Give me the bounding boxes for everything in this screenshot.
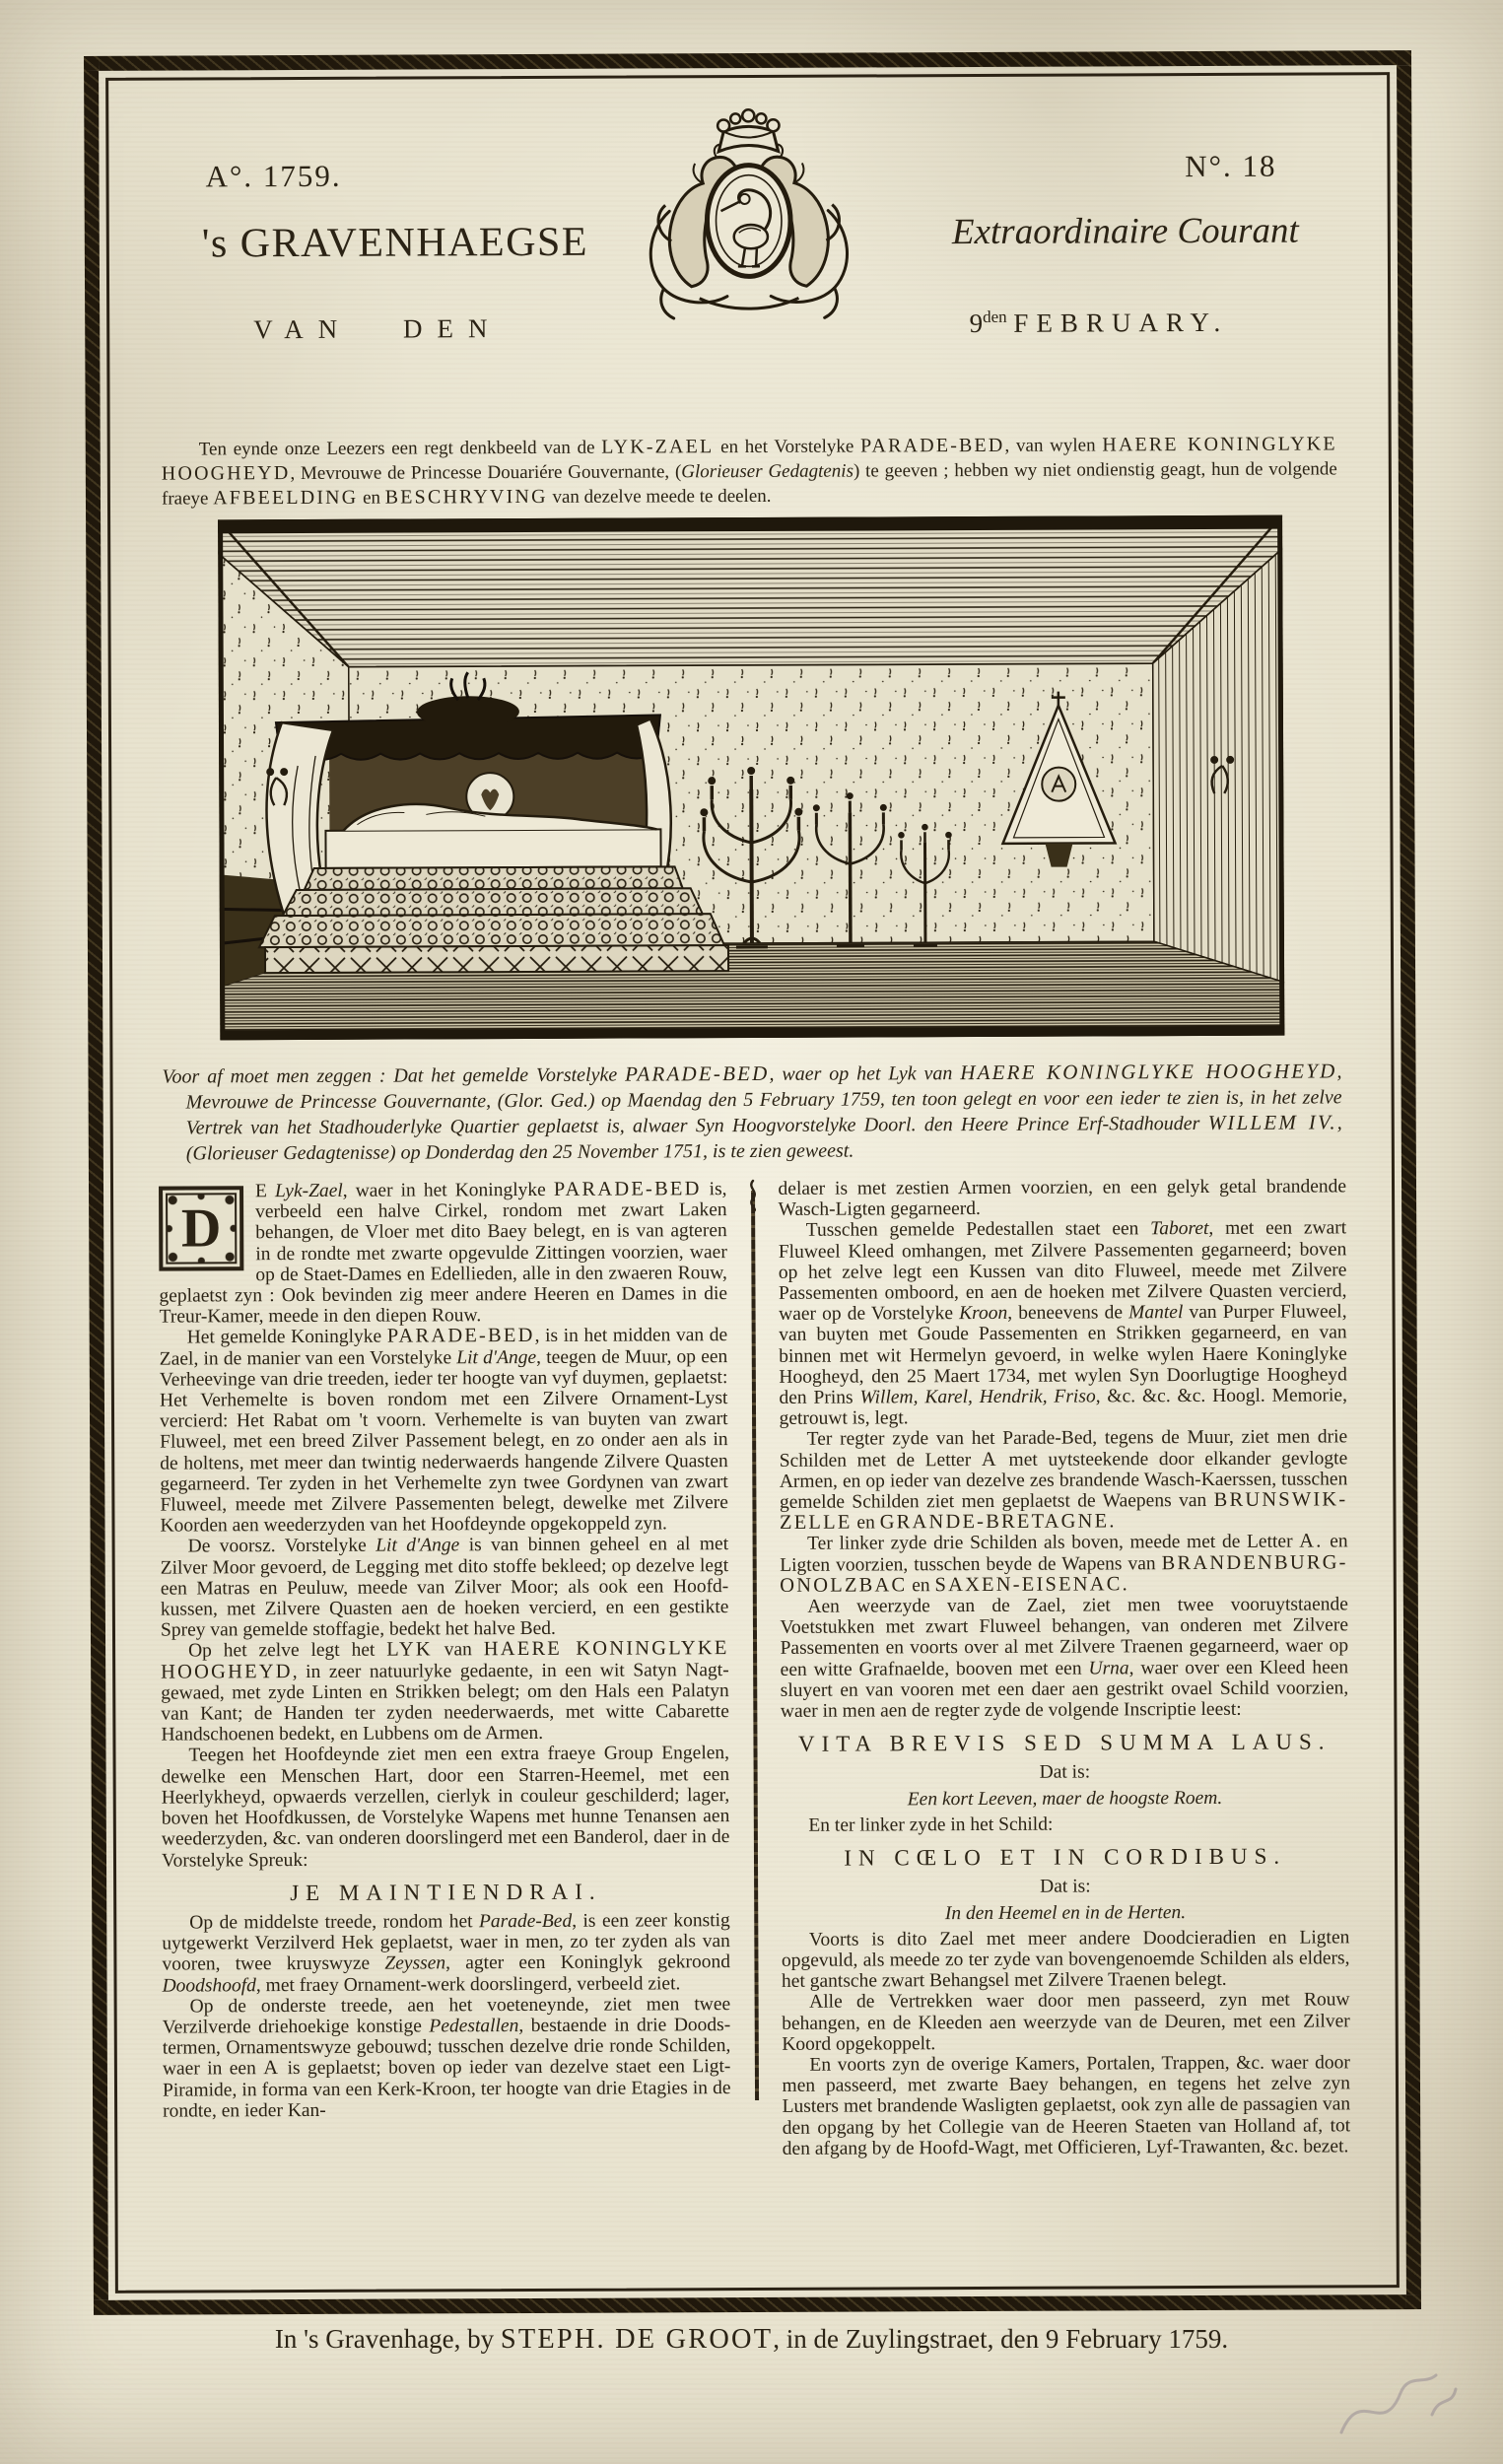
- text-segment: Ter linker zyde drie Schilden als boven, meede met de Letter: [807, 1532, 1300, 1555]
- masthead-city-title: 's GRAVENHAEGSE: [201, 219, 589, 267]
- body-paragraph: [782, 1876, 1350, 1899]
- text-segment: A: [981, 1448, 998, 1471]
- text-segment: van Purper Fluweel, van buyten met Goude Passementen en Strikken gegarneerd, en van binnen met wit Hermelyn gevoerd, in welke wylen Haere Koninglyke Hoogheyd, den 25 Maert 1734, met wylen Syn Doorlugtige Hoogheyd den Prins: [779, 1301, 1347, 1408]
- text-segment: Kroon: [959, 1303, 1008, 1325]
- right-column: [778, 1176, 1350, 2158]
- text-segment: , is in het midden van de Zael, in de manier van een Vorstelyke: [159, 1325, 728, 1370]
- text-segment: Doodshoofd: [162, 1974, 256, 1997]
- text-segment: delaer is met zestien Armen voorzien, en een gelyk getal brandende Wasch-Ligten gegarneerd.: [778, 1176, 1347, 1221]
- text-segment: LYK-ZAEL: [601, 436, 715, 458]
- text-segment: , is een zeer konstig uytgewerkt Verzilverd Hek geplaetst, waer in men, zo ter zyden als van vooren, twee kruyswyze: [162, 1910, 730, 1975]
- text-segment: HAERE KONINGLYKE HOOGHEYD: [960, 1059, 1337, 1085]
- text-segment: Op het zelve legt het: [188, 1640, 387, 1662]
- text-segment: Een kort Leeven, maer de hoogste Roem.: [907, 1787, 1223, 1811]
- text-segment: De voorsz. Vorstelyke: [187, 1536, 376, 1557]
- text-segment: en: [852, 1512, 880, 1534]
- text-segment: Voorts is dito Zael met meer andere Doodcieradien en Ligten opgevuld, als meede zo ter zyde van bovengenoemde Schilden als elders, het gantsche zwart Behangsel met Zilvere Traenen belegt.: [781, 1927, 1350, 1992]
- left-column: [159, 1179, 731, 2161]
- dateline-month: FEBRUARY.: [1013, 307, 1229, 338]
- text-segment: En ter linker zyde in het Schild:: [808, 1814, 1054, 1836]
- lyk-zael-engraving: [218, 515, 1284, 1041]
- ornamental-border: [84, 50, 1421, 2315]
- text-segment: AFBEELDING: [213, 486, 359, 510]
- text-segment: Urna: [1088, 1658, 1129, 1679]
- body-paragraph: [782, 2052, 1350, 2159]
- text-segment: is van binnen geheel en al met Zilver Moor gevoerd, de Legging met dito stoffe bekleed; op dezelve legt een Matras en Peuluw, meede van Zilver Moor; als ook een Hoofd-kussen, met Zilvere Quasten aen de hoeken vercierd, en een gestikte Sprey van gemelde stoffagie, bedekt het halve Bed.: [160, 1534, 729, 1641]
- text-segment: en: [358, 487, 385, 509]
- text-segment: en het Vorstelyke: [714, 436, 861, 458]
- text-segment: Lit d'Ange: [456, 1346, 537, 1368]
- year-label: A°. 1759.: [205, 158, 342, 194]
- text-segment: van: [432, 1639, 484, 1661]
- text-segment: Het gemelde Koninglyke: [186, 1327, 387, 1348]
- text-segment: , Mevrouwe de Princesse Douariére Gouvernante, (: [290, 461, 682, 485]
- body-paragraph: [780, 1427, 1348, 1535]
- dateline-day-suffix: den: [983, 307, 1007, 326]
- engraving-caption: [162, 1059, 1341, 1166]
- text-segment: , agter een Koninglyk gekroond: [445, 1951, 730, 1974]
- text-segment: Taboret: [1150, 1218, 1209, 1240]
- body-columns: [159, 1176, 1350, 2161]
- divider-fleuron-icon: [743, 1179, 761, 1212]
- text-segment: Mantel: [1128, 1302, 1184, 1324]
- text-segment: , met een zwart Fluweel Kleed omhangen, met Zilvere Passementen gegarneerd; boven op het zelve legt een Kussen van dito Fluweel, meede met Zilvere Passementen omboord, en aen de hoeken met Zilvere Quasten vercierd, waer op de Vorstelyke: [778, 1217, 1347, 1326]
- ceiling: [218, 515, 1283, 668]
- platform-step-top: [304, 866, 682, 890]
- text-segment: LYK: [386, 1638, 433, 1662]
- text-segment: In den Heemel en in de Herten.: [944, 1901, 1187, 1924]
- text-segment: Parade-Bed: [478, 1910, 573, 1933]
- text-segment: is geplaetst; boven op ieder van dezelve staet een Ligt-Piramide, in forma van een Kerk-Kroon, ter hoogte van drie Etagies in de rondte, en ieder Kan-: [162, 2056, 731, 2122]
- text-segment: is, verbeeld een halve Cirkel, rondom met zwart Laken behangen, de Vloer met dito Baey belegt, en is van agteren in de rondte met zwarte opgevulde Zittingen voorzien, waer op de Staet-Dames en Edellieden, alle in den zwaeren Rouw, geplaetst zyn : Ook bevinden zig meer andere Heeren en Dames in die Treur-Kamer, meede in den diepen Rouw.: [159, 1179, 728, 1328]
- platform-step-bottom: [258, 914, 723, 947]
- silver-fence: [264, 945, 727, 973]
- text-segment: , waer op het Lyk van: [769, 1062, 961, 1085]
- body-paragraph: [160, 1326, 728, 1538]
- text-segment: Dat is:: [1039, 1761, 1091, 1784]
- text-segment: PARADE-BED: [553, 1178, 702, 1200]
- masthead-courant-title: Extraordinaire Courant: [951, 210, 1299, 253]
- intro-paragraph: [162, 432, 1337, 511]
- text-segment: , teegen de Muur, op een Verheevinge van drie treeden, ieder ter hoogte van vyf duymen, geplaetst: Het Verhemelte is boven rondom met een Zilvere Ornament-Lyst vercierd: Het Rabat om 't voorn. Verhemelte is van buyten van zwart Fluweel, met een breed Zilver Passement belegt, en zo onder aen als in de holtens, met meer dan twintig nederwaerds hangende Zilvere Quasten gegarneerd. Ter zyden in het Verhemelte zyn twee Gordynen van zwart Fluweel, meede met Zilvere Passementen belegt, dewelke met Zilvere Koorden aen weederzyden van het Hoofdeynde opgekoppeld zyn.: [159, 1345, 728, 1537]
- text-segment: In 's Gravenhage, by: [274, 2324, 501, 2354]
- dateline-van-den: VAN DEN: [253, 313, 503, 345]
- text-segment: Teegen het Hoofdeynde ziet men een extra fraeye Group Engelen, dewelke een Menschen Hart, door een Starren-Heemel, met een Heerlykheyd, opwaerds verzellen, cierlyk in couleur geschilderd; lager, boven het Hoofdkussen, de Vorstelyke Wapens met hunne Tenansen aen weederzyden, &c. van onderen doorslingerd met een Banderol, daer in de Vorstelyke Spreuk:: [161, 1743, 730, 1872]
- body-paragraph: [780, 1594, 1348, 1722]
- text-segment: JE MAINTIENDRAI.: [290, 1879, 602, 1905]
- body-paragraph: [161, 1535, 729, 1642]
- body-paragraph: [781, 1813, 1349, 1836]
- text-segment: Lyk-Zael: [274, 1180, 343, 1202]
- body-heading: [162, 1881, 730, 1904]
- text-segment: , in zeer natuurlyke gedaente, in een wit Satyn Nagt-gewaed, met zyde Linten en Strikken belegt; om den Hals een Palatyn van Kant; de Handen ter zyden neederwaerds, met witte Cabarette Handschoenen bedekt, en Lubbens om de Armen.: [161, 1659, 729, 1745]
- text-segment: PARADE-BED: [625, 1061, 770, 1086]
- column-divider-rule: [751, 1191, 759, 2100]
- text-segment: , in de Zuylingstraet, den 9 February 1759.: [773, 2324, 1229, 2354]
- text-segment: Ten eynde onze Leezers een regt denkbeeld van de: [198, 437, 602, 460]
- text-segment: Alle de Vertrekken waer door men passeerd, zyn met Rouw behangen, en de Kleeden aen weerzyde van de Deuren, met een Zilver Koord opgekoppelt.: [782, 1989, 1350, 2055]
- pyramid-shield-A: [1042, 768, 1075, 801]
- text-segment: , waer in het Koninglyke: [342, 1179, 554, 1201]
- ornate-initial: D: [159, 1186, 243, 1270]
- text-segment: En voorts zyn de overige Kamers, Portalen, Trappen, &c. waer door men passeerd, met zwarte Baey behangen, en tegens het zelve zyn Lusters met brandende Wasligten geplaetst, ook zyn alle de passagien van den opgang by het Collegie van de Heeren Staeten van Holland af, tot den afgang by de Hoofd-Wagt, met Officieren, Lyf-Trawanten, &c. bezet.: [782, 2052, 1351, 2159]
- body-paragraph: [780, 1532, 1348, 1597]
- body-paragraph: [782, 1990, 1350, 2055]
- text-segment: , beneevens de: [1007, 1302, 1129, 1325]
- text-segment: Zeyssen: [384, 1952, 446, 1974]
- text-segment: , Mevrouwe de Princesse Gouvernante, (Glor. Ged.) op Maendag den 5 February 1759, ten toon gelegt en voor een ieder te zien is, in het zelve Vertrek van het Stadhouderlyke Quartier geplaetst is, alwaer Syn Hoogvorstelyke Doorl. den Heere Prince Erf-Stadhouder: [185, 1061, 1342, 1139]
- platform-step-middle: [282, 888, 702, 916]
- issue-number: N°. 18: [1185, 148, 1277, 184]
- text-segment: HAERE KONINGLYKE HOOGHEYD: [161, 1637, 729, 1683]
- text-segment: STEPH. DE GROOT: [500, 2324, 774, 2355]
- text-segment: Aen weerzyde van de Zael, ziet men twee vooruytstaende Voetstukken met zwart Fluweel behangen, van onderen met Zilvere Passementen en voorts over al met Zilvere Traenen gegarneerd, waer op een witte Grafnaelde, booven met een: [780, 1594, 1349, 1680]
- body-paragraph: [159, 1179, 727, 1328]
- body-heading: [781, 1729, 1349, 1757]
- text-segment: BRUNSWIK-ZELLE: [779, 1488, 1348, 1535]
- page-content: [108, 75, 1397, 2291]
- text-segment: PARADE-BED: [386, 1325, 535, 1348]
- text-segment: van dezelve meede te deelen.: [547, 485, 772, 508]
- text-segment: en Ligten voorzien, tusschen beyde de Wapens van: [780, 1531, 1348, 1576]
- body-paragraph: [163, 1994, 731, 2122]
- text-segment: ) te geeven ; hebben wy niet ondienstig geagt, hun de volgende fraeye: [161, 458, 1337, 510]
- text-segment: , met fraey Ornament-werk doorslingerd, verbeeld ziet.: [255, 1972, 681, 1996]
- text-segment: , &c. &c. &c. Hoogl. Memorie, getrouwt is, legt.: [779, 1385, 1347, 1430]
- text-segment: Op de onderste treede, aen het voeteneynde, ziet men twee Verzilverde driehoekige konstige: [162, 1993, 731, 2038]
- text-segment: Voor af moet men zeggen : Dat het gemelde Vorstelyke: [162, 1063, 626, 1088]
- body-paragraph: [161, 1744, 729, 1872]
- text-segment: A.: [1299, 1530, 1324, 1553]
- text-segment: Op de middelste treede, rondom het: [189, 1911, 480, 1934]
- text-segment: , (Glorieuser Gedagtenisse) op Donderdag den 25 November 1751, is te zien geweest.: [185, 1112, 1342, 1165]
- body-paragraph: [161, 1639, 729, 1746]
- text-segment: VITA BREVIS SED SUMMA LAUS.: [797, 1729, 1332, 1757]
- body-paragraph: [782, 1927, 1350, 1992]
- parade-bed: [325, 829, 660, 867]
- text-segment: Dat is:: [1040, 1876, 1091, 1898]
- text-segment: , waer over een Kleed heen sluyert en van vooren met een daer aen gestrikt ovael Schild voorzien, waer in men aen de regter zyde de volgende Inscriptie leest:: [780, 1657, 1349, 1722]
- text-segment: en: [907, 1575, 935, 1597]
- text-segment: BRANDENBURG-ONOLZBAC: [780, 1551, 1348, 1597]
- body-paragraph: [778, 1176, 1346, 1220]
- text-segment: , bestaende in drie Doods-termen, Ornamentswyze gebouwd; tusschen dezelve drie ronde Schilden, waer in een: [162, 2015, 731, 2080]
- body-paragraph: [162, 1910, 730, 1996]
- text-segment: Tusschen gemelde Pedestallen staet een: [805, 1218, 1151, 1242]
- pencil-mark: [1333, 2356, 1462, 2449]
- text-segment: BESCHRYVING: [384, 485, 548, 509]
- text-segment: , van wylen: [1004, 435, 1103, 456]
- imprint-line: [0, 2324, 1503, 2356]
- text-segment: Glorieuser Gedagtenis: [681, 460, 854, 483]
- body-paragraph: [781, 1787, 1349, 1811]
- text-segment: Lit d'Ange: [376, 1535, 460, 1557]
- text-segment: IN CŒLO ET IN CORDIBUS.: [844, 1843, 1287, 1871]
- text-segment: met uytsteekende door elkander gevlogte Armen, en op ieder van dezelve zes brandende Wasch-Kaerssen, tusschen gemelde Schilden ziet men geplaetst de Waepens van: [779, 1448, 1348, 1513]
- coat-of-arms-stork-lions-icon: [599, 91, 898, 340]
- text-segment: HAERE KONINGLYKE HOOGHEYD: [161, 433, 1337, 485]
- dateline-day: 9: [969, 308, 984, 339]
- text-segment: E: [254, 1181, 276, 1202]
- masthead: [154, 75, 1343, 435]
- body-heading: [781, 1845, 1349, 1869]
- text-segment: WILLEM IV.: [1207, 1110, 1337, 1134]
- text-segment: Ter regter zyde van het Parade-Bed, tegens de Muur, ziet men drie Schilden met de Letter: [779, 1426, 1348, 1472]
- dateline-date: [970, 307, 1229, 339]
- text-segment: Willem, Karel, Hendrik, Friso: [859, 1386, 1096, 1408]
- text-segment: A: [263, 2057, 281, 2080]
- text-segment: SAXEN-EISENAC.: [934, 1573, 1129, 1597]
- text-segment: GRANDE-BRETAGNE.: [879, 1510, 1117, 1534]
- body-paragraph: [779, 1218, 1347, 1430]
- body-paragraph: [781, 1761, 1349, 1785]
- body-paragraph: [782, 1901, 1350, 1925]
- text-segment: PARADE-BED: [860, 434, 1005, 457]
- text-segment: Pedestallen: [429, 2015, 519, 2037]
